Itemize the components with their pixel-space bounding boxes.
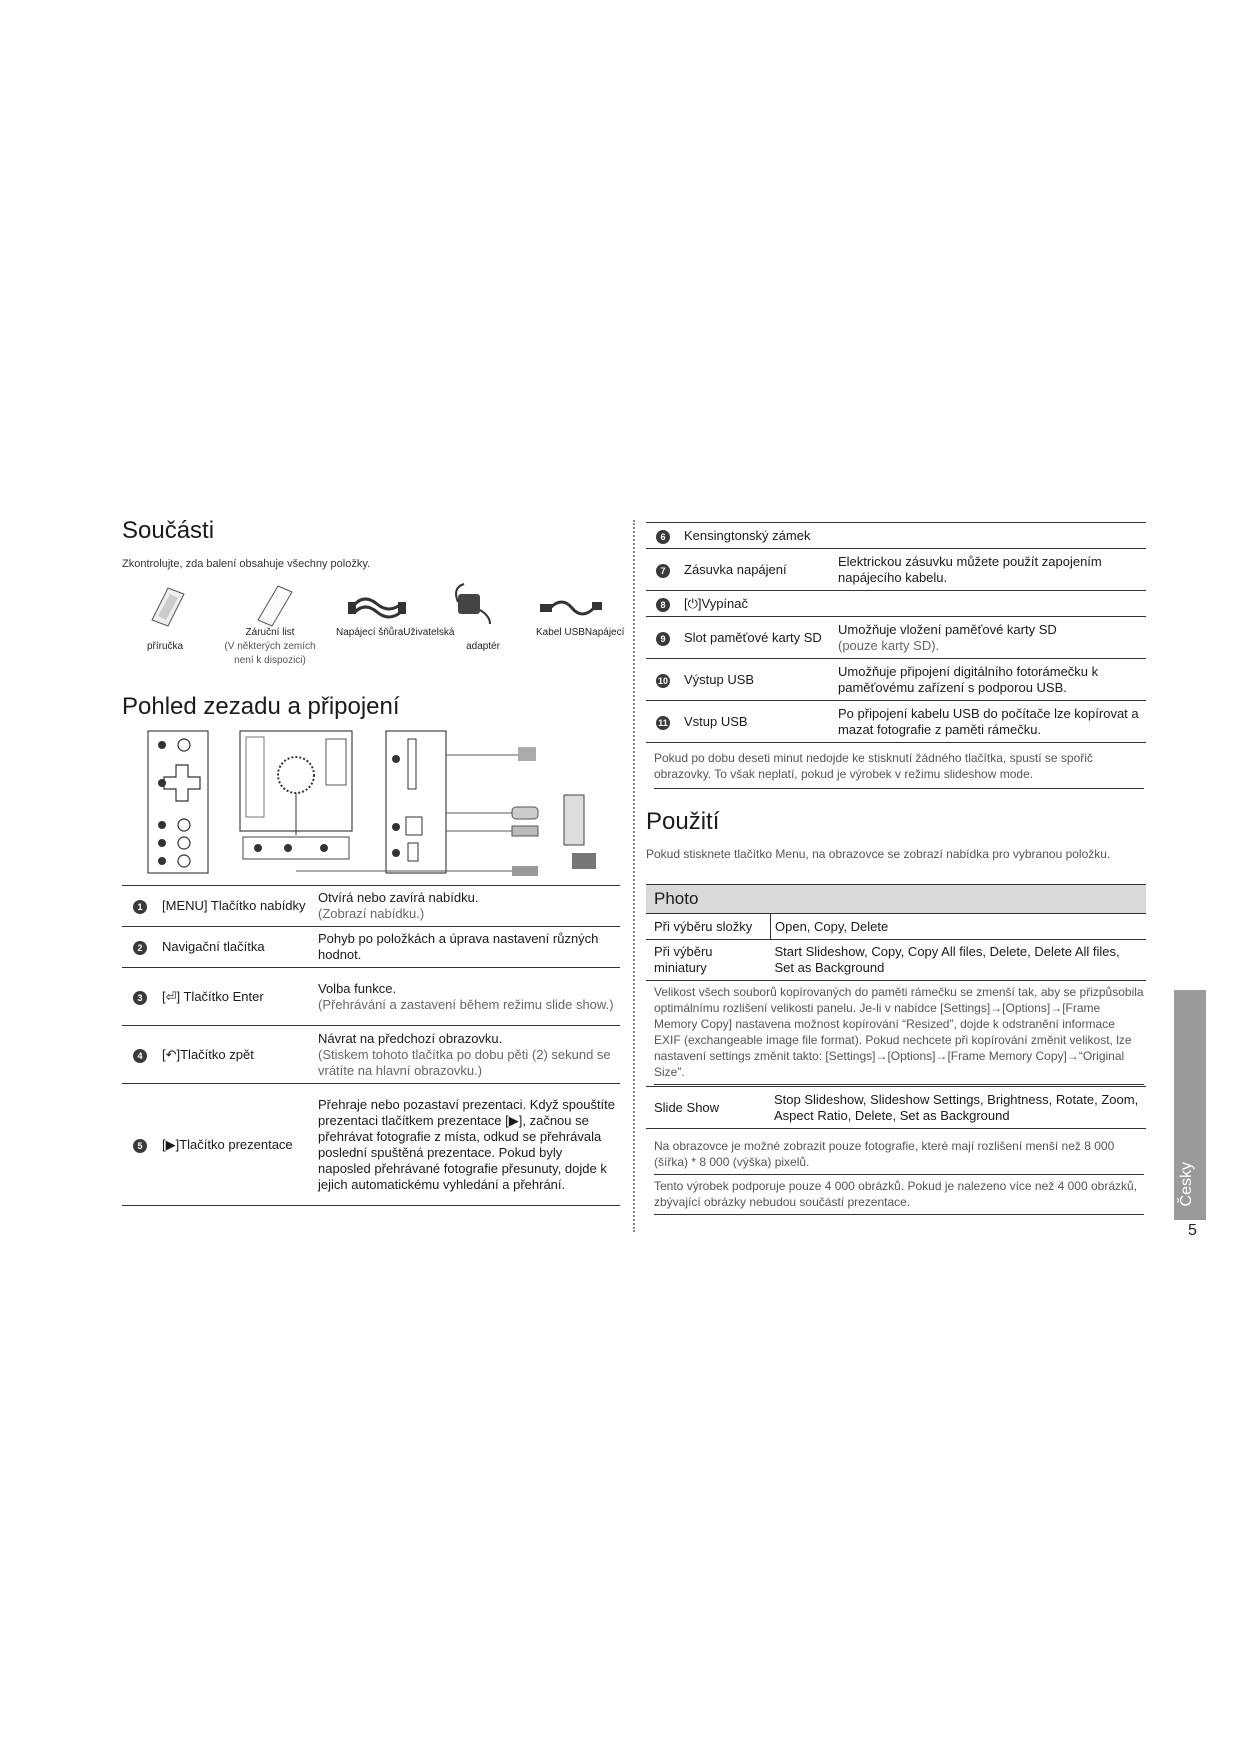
rear-view-diagram: [140, 725, 610, 880]
table-row: [646, 914, 1146, 940]
slideshow-table: [646, 1086, 1146, 1129]
accessory-manual: příručka: [146, 641, 184, 652]
screensaver-note: Pokud po dobu deseti minut nedojde ke stisknutí žádného tlačítka, spustí se spořič obrazovky. To však neplatí, pokud je výrobek v režimu slideshow mode.: [654, 750, 1144, 789]
row-name: Slot paměťové karty SD: [680, 617, 834, 659]
accessories-illustration: [140, 582, 640, 632]
badge-1: 1: [133, 900, 147, 914]
row-name: [↶]Tlačítko zpět: [158, 1026, 314, 1084]
row-desc: Umožňuje vložení paměťové karty SD (pouze karty SD).: [834, 617, 1146, 659]
row-value: Start Slideshow, Copy, Copy All files, Delete, Delete All files, Set as Background: [771, 940, 1147, 981]
row-desc: [834, 591, 1146, 617]
row-name: [⏎] Tlačítko Enter: [158, 968, 314, 1026]
row-desc: Elektrickou zásuvku můžete použít zapojením napájecího kabelu.: [834, 549, 1146, 591]
warranty-card-icon: [258, 586, 292, 626]
row-name: [⏻]Vypínač: [680, 591, 834, 617]
row-desc: Otvírá nebo zavírá nabídku. (Zobrazí nabídku.): [314, 886, 620, 927]
row-desc: Volba funkce. (Přehrávání a zastavení během režimu slide show.): [314, 968, 620, 1026]
power-cord-icon: [348, 599, 406, 617]
accessory-warranty: Záruční list (V některých zemích není k dispozici): [224, 627, 316, 666]
badge-11: 11: [656, 716, 670, 730]
components-intro: Zkontrolujte, zda balení obsahuje všechny položky.: [122, 558, 371, 570]
table-row: [122, 927, 620, 968]
row-desc: Pohyb po položkách a úprava nastavení různých hodnot.: [314, 927, 620, 968]
adapter-icon: [456, 584, 490, 624]
count-note: Tento výrobek podporuje pouze 4 000 obrázků. Pokud je nalezeno více než 4 000 obrázků, zbývající obrázky nebudou součástí prezentace.: [654, 1178, 1144, 1215]
resize-note: Velikost všech souborů kopírovaných do paměti rámečku se zmenší tak, aby se přizpůsobila optimálnímu rozlišení velikosti panelu. Je-li v nabídce [Settings]→[Options]→[Frame Memory Copy] nastavena možnost kopírování “Resized”, dojde k odstranění informace EXIF (exchangeable image file format). Pokud nechcete při kopírování změnit velikost, lze nastavení settings změnit takto: [Settings]→[Options]→[Frame Memory Copy]→“Original Size”.: [654, 984, 1144, 1085]
column-divider: [633, 520, 635, 1232]
table-row: [122, 886, 620, 927]
section-title-components: Součásti: [122, 517, 215, 544]
accessory-usb-cable: Kabel USBNapájecí: [536, 627, 625, 638]
table-row: [646, 523, 1146, 549]
badge-9: 9: [656, 632, 670, 646]
row-desc: Umožňuje připojení digitálního fotorámečku k paměťovému zařízení s podporou USB.: [834, 659, 1146, 701]
row-desc: Po připojení kabelu USB do počítače lze kopírovat a mazat fotografie z paměti rámečku.: [834, 701, 1146, 743]
table-row: [122, 1084, 620, 1206]
usb-cable-icon: [540, 602, 602, 614]
row-name: Vstup USB: [680, 701, 834, 743]
badge-10: 10: [657, 675, 668, 686]
page-number: 5: [1188, 1222, 1197, 1239]
table-row: [646, 659, 1146, 701]
resolution-note: Na obrazovce je možné zobrazit pouze fotografie, které mají rozlišení menší než 8 000 (šířka) * 8 000 (výška) pixelů.: [654, 1138, 1144, 1175]
photo-header: Photo: [646, 884, 1146, 913]
usage-intro: Pokud stisknete tlačítko Menu, na obrazovce se zobrazí nabídka pro vybranou položku.: [646, 847, 1111, 861]
table-row: [646, 940, 1146, 981]
language-tab: Česky: [1174, 990, 1206, 1220]
row-desc: Návrat na předchozí obrazovku. (Stiskem tohoto tlačítka po dobu pěti (2) sekund se vrátíte na hlavní obrazovku.): [314, 1026, 620, 1084]
row-value: Stop Slideshow, Slideshow Settings, Brightness, Rotate, Zoom, Aspect Ratio, Delete, Set as Background: [770, 1087, 1146, 1129]
badge-8: 8: [656, 598, 670, 612]
ports-table: [646, 522, 1146, 743]
row-desc: Přehraje nebo pozastaví prezentaci. Když spouštíte prezentaci tlačítkem prezentace [▶], začnou se přehrávat fotografie z místa, odkud se přehrávala poslední spuštěná prezentace. Pokud byly naposled přehrávané fotografie přesunuty, dojde k jejich automatickému vyhledání a přehrání.: [314, 1084, 620, 1206]
row-name: Kensingtonský zámek: [680, 523, 834, 549]
photo-menu-table: [646, 913, 1146, 981]
row-name: Navigační tlačítka: [158, 927, 314, 968]
table-row: [646, 701, 1146, 743]
table-row: [646, 549, 1146, 591]
section-title-rear-view: Pohled zezadu a připojení: [122, 693, 400, 720]
row-name: Slide Show: [646, 1087, 770, 1129]
row-name: Při výběru složky: [646, 914, 771, 940]
photo-menu: [646, 884, 1146, 981]
table-row: [122, 1026, 620, 1084]
table-row: [646, 591, 1146, 617]
badge-3: 3: [133, 991, 147, 1005]
row-name: [MENU] Tlačítko nabídky: [158, 886, 314, 927]
row-name: [▶]Tlačítko prezentace: [158, 1084, 314, 1206]
table-row: [646, 617, 1146, 659]
table-row: [122, 968, 620, 1026]
badge-6: 6: [656, 530, 670, 544]
badge-5: 5: [133, 1139, 147, 1153]
badge-4: 4: [133, 1049, 147, 1063]
row-desc: [834, 523, 1146, 549]
accessory-power-cord: Napájecí šňůraUživatelská: [336, 627, 455, 638]
manual-icon: [152, 588, 184, 626]
accessory-adapter: adaptér: [466, 641, 500, 652]
badge-7: 7: [656, 564, 670, 578]
table-row: [646, 1087, 1146, 1129]
row-value: Open, Copy, Delete: [771, 914, 1147, 940]
row-name: Výstup USB: [680, 659, 834, 701]
badge-2: 2: [133, 941, 147, 955]
row-name: Zásuvka napájení: [680, 549, 834, 591]
section-title-usage: Použití: [646, 808, 720, 835]
buttons-table: [122, 885, 620, 1206]
row-name: Při výběru miniatury: [646, 940, 771, 981]
